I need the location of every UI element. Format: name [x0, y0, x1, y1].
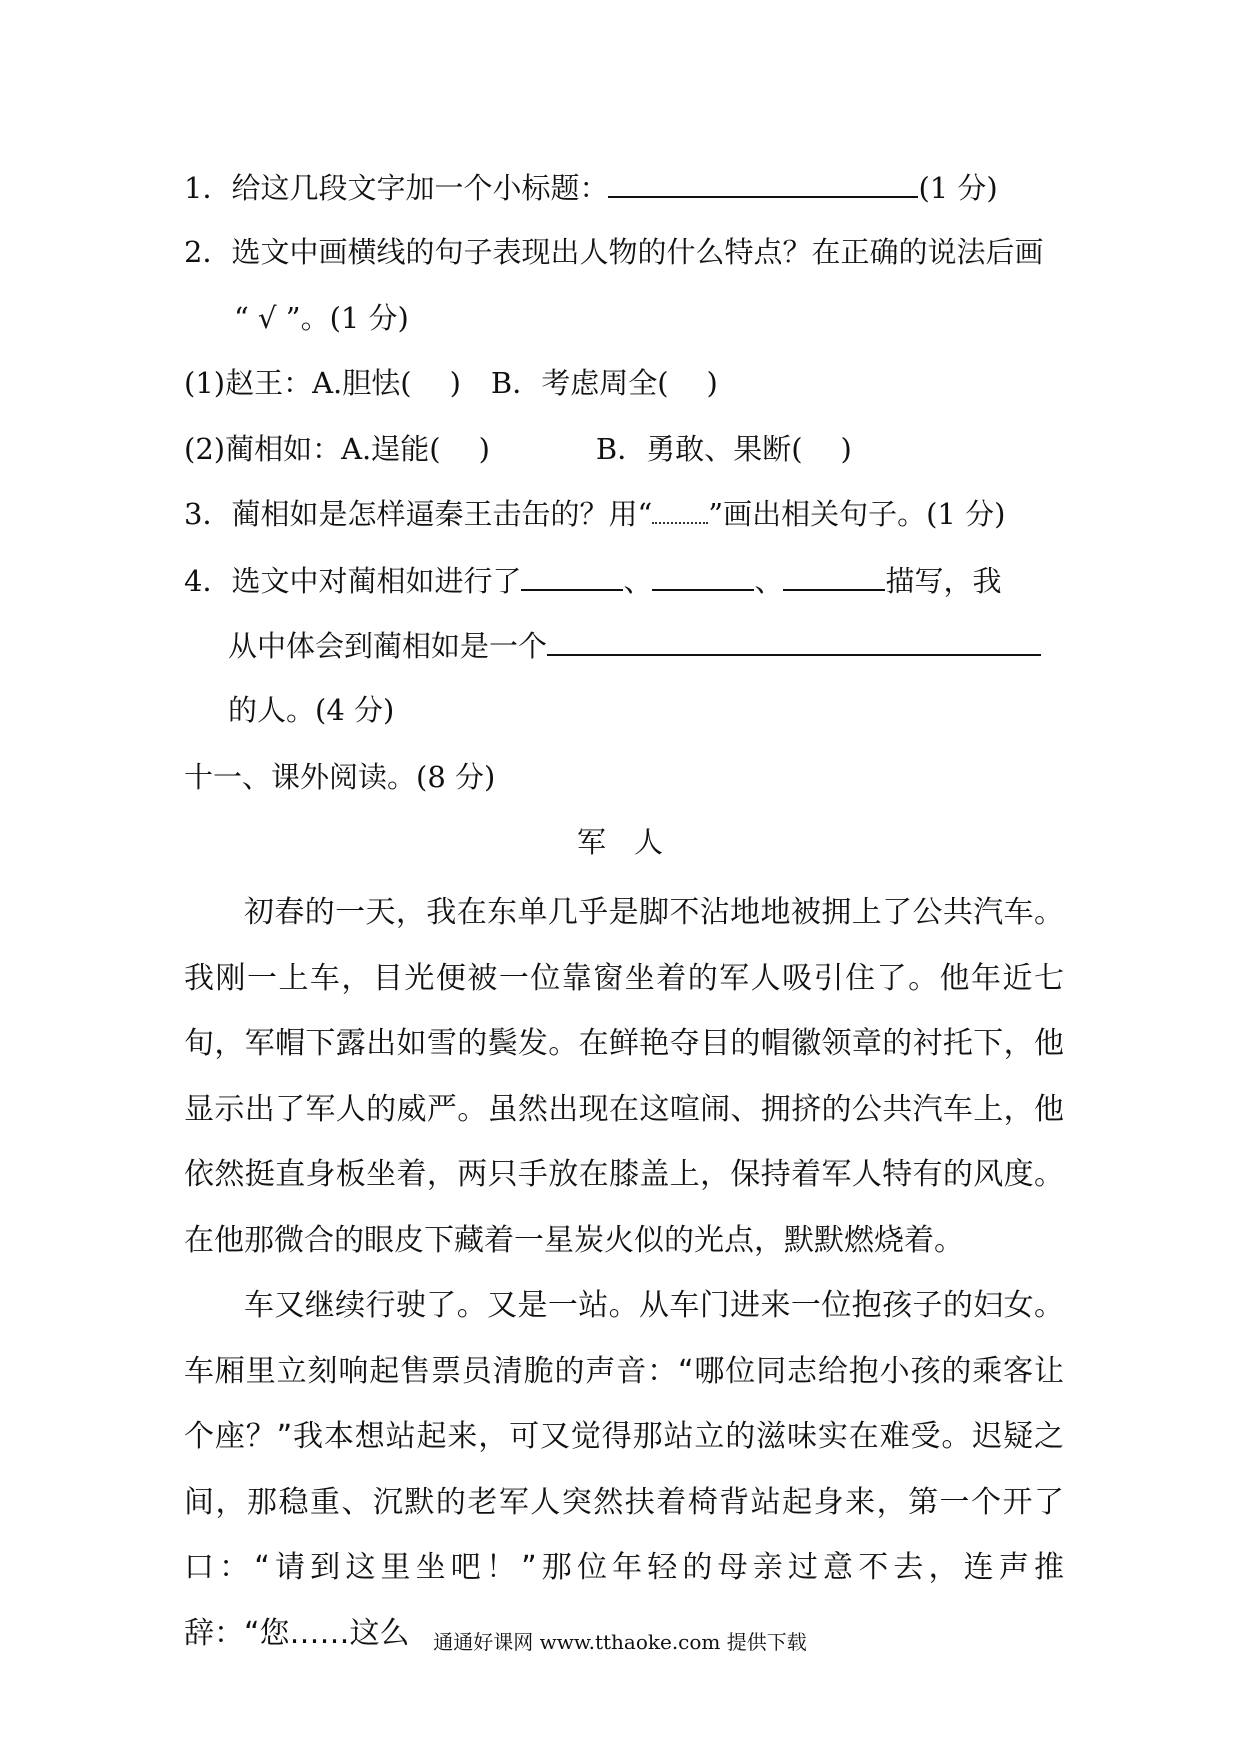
passage-title: 军人 — [576, 825, 691, 859]
question-3-text-b: ”画出相关句子。(1 分) — [708, 497, 1006, 531]
question-3-text-a: 3．蔺相如是怎样逼秦王击缶的？用“ — [184, 497, 653, 531]
close-paren: ) — [478, 432, 490, 466]
paragraph-text: 初春的一天，我在东单几乎是脚不沾地地被拥上了公共汽车。我刚一上车，目光便被一位靠窗坐着的军人吸引住了。他年近七旬，军帽下露出如雪的鬓发。在鲜艳夺目的帽徽领章的衬托下，他显示出了军人的威严。虽然出现在这喧闹、拥挤的公共汽车上，他依然挺直身板坐着，两只手放在膝盖上，保持着军人特有的风度。在他那微合的眼皮下藏着一星炭火似的光点，默默燃烧着。 — [184, 895, 1064, 1258]
answer-blank — [521, 559, 623, 591]
question-4-text-a: 4．选文中对蔺相如进行了 — [184, 564, 522, 598]
separator: 、 — [623, 564, 653, 598]
separator: 、 — [754, 564, 784, 598]
option-1-b: B．考虑周全( — [490, 366, 669, 400]
question-4 — [184, 559, 1002, 601]
question-2-text-continued: “ √ ”。(1 分) — [234, 301, 409, 335]
section-heading: 十一、课外阅读。(8 分) — [184, 760, 496, 794]
question-2-option-2 — [184, 429, 852, 469]
question-2-option-1 — [184, 363, 718, 403]
option-1-a: (1)赵王：A.胆怯( — [184, 366, 412, 400]
wavy-line-mark — [652, 502, 708, 524]
answer-blank — [608, 166, 918, 198]
question-4-line-3 — [228, 690, 394, 730]
close-paren: ) — [840, 432, 852, 466]
question-1-text: 1．给这几段文字加一个小标题： — [184, 171, 609, 205]
option-2-a: (2)蔺相如：A.逞能( — [184, 432, 441, 466]
passage-paragraph-2 — [184, 1273, 1064, 1666]
question-4-text-d: 的人。(4 分) — [228, 693, 395, 727]
question-2-continued — [234, 298, 409, 338]
question-4-text-c: 从中体会到蔺相如是一个 — [228, 629, 548, 663]
question-2-text: 2．选文中画横线的句子表现出人物的什么特点？在正确的说法后画 — [184, 235, 1044, 269]
answer-blank — [547, 624, 1041, 656]
question-4-text-b: 描写，我 — [885, 564, 1002, 598]
question-1-score: (1 分) — [918, 171, 998, 205]
answer-blank — [783, 559, 885, 591]
footer-text: 通通好课网 www.tthaoke.com 提供下载 — [433, 1630, 807, 1654]
option-2-b: B．勇敢、果断( — [595, 432, 803, 466]
paragraph-text: 车又继续行驶了。又是一站。从车门进来一位抱孩子的妇女。车厢里立刻响起售票员清脆的声音：“哪位同志给抱小孩的乘客让个座？”我本想站起来，可又觉得那站立的滋味实在难受。迟疑之间，那稳重、沉默的老军人突然扶着椅背站起身来，第一个开了口：“请到这里坐吧！”那位年轻的母亲过意不去，连声推辞：“您……这么 — [184, 1288, 1064, 1651]
close-paren: ) — [449, 366, 461, 400]
question-2 — [184, 232, 1043, 272]
question-4-line-2 — [228, 624, 1041, 666]
passage-paragraph-1 — [184, 880, 1064, 1273]
question-1 — [184, 166, 998, 208]
question-3 — [184, 494, 1005, 534]
close-paren: ) — [706, 366, 718, 400]
answer-blank — [652, 559, 754, 591]
